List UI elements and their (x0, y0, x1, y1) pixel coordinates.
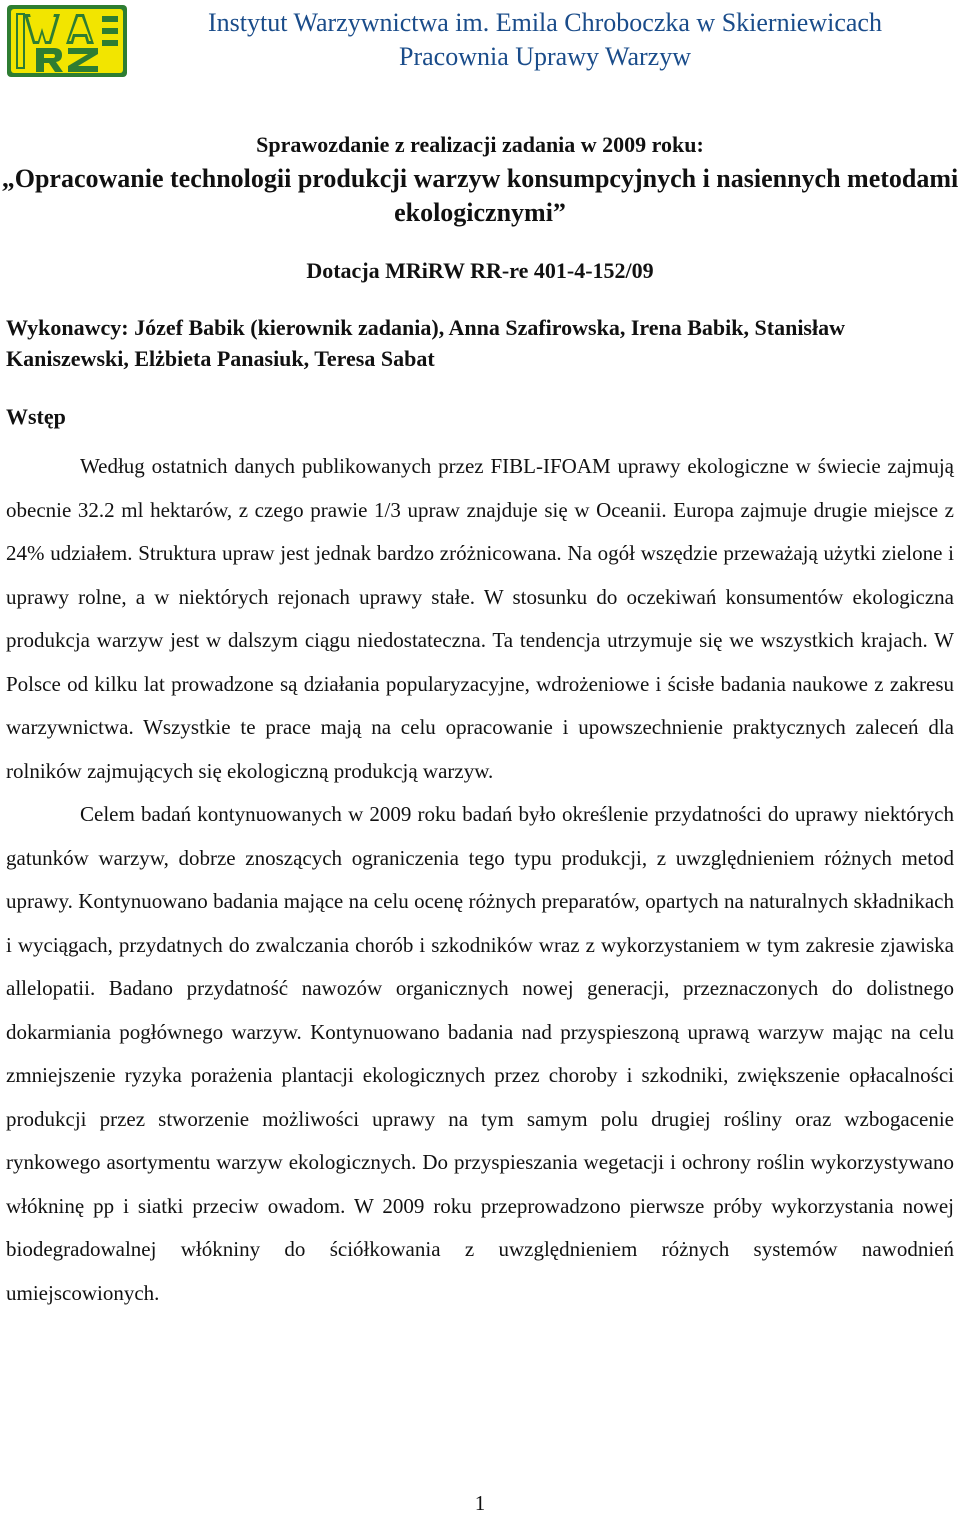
section-heading: Wstęp (6, 404, 66, 429)
institute-logo (6, 4, 128, 78)
page-number: 1 (474, 1491, 486, 1515)
paragraph: Celem badań kontynuowanych w 2009 roku badań było określenie przydatności do uprawy niektórych gatunków warzyw, dobrze znoszących ograniczenia tego typu produkcji, z uwzględnieniem różnych metod uprawy. Kontynuowano badania mające na celu ocenę różnych preparatów, opartych na naturalnych składnikach i wyciągach, przydatnych do zwalczania chorób i szkodników wraz z wykorzystaniem w tym zakresie zjawiska allelopatii. Badano przydatność nawozów organicznych nowej generacji, przeznaczonych do dolistnego dokarmiania pogłównego warzyw. Kontynuowano badania nad przyspieszoną uprawą warzyw mając na celu zmniejszenie ryzyka porażenia plantacji ekologicznych przez choroby i szkodniki, zwiększenie opłacalności produkcji przez stworzenie możliwości uprawy na tym samym polu drugiej rośliny oraz wzbogacenie rynkowego asortymentu warzyw ekologicznych. Do przyspieszania wegetacji i ochrony roślin wykorzystywano włókninę pp i siatki przeciw owadom. W 2009 roku przeprowadzono pierwsze próby wykorzystania nowej biodegradowalnej włókniny do ściółkowania z uwzględnieniem różnych systemów nawodnień umiejscowionych. (6, 802, 954, 1305)
grant-number: Dotacja MRiRW RR-re 401-4-152/09 (306, 258, 654, 283)
section-body (6, 445, 954, 1315)
paragraph: Według ostatnich danych publikowanych przez FIBL-IFOAM uprawy ekologiczne w świecie zajmują obecnie 32.2 ml hektarów, z czego prawie 1/3 upraw znajduje się w Oceanii. Europa zajmuje drugie miejsce z 24% udziałem. Struktura upraw jest jednak bardzo zróżnicowana. Na ogół wszędzie przeważają użytki zielone i uprawy rolne, a w niektórych rejonach uprawy stałe. W stosunku do oczekiwań konsumentów ekologiczna produkcja warzyw jest w dalszym ciągu niedostateczna. Ta tendencja utrzymuje się we wszystkich krajach. W Polsce od kilku lat prowadzone są działania popularyzacyjne, wdrożeniowe i ścisłe badania naukowe z zakresu warzywnictwa. Wszystkie te prace mają na celu opracowanie i upowszechnienie praktycznych zaleceń dla rolników zajmujących się ekologiczną produkcją warzyw. (6, 454, 954, 783)
report-title: „Opracowanie technologii produkcji warzyw konsumpcyjnych i nasiennych metodami ekologicznymi” (1, 164, 959, 227)
iwarz-logo-icon (6, 4, 128, 78)
report-heading (0, 128, 960, 230)
document-header (145, 6, 945, 74)
institute-name: Instytut Warzywnictwa im. Emila Chroboczka w Skierniewicach (208, 8, 882, 37)
department-name: Pracownia Uprawy Warzyw (399, 42, 691, 71)
authors-list: Wykonawcy: Józef Babik (kierownik zadania), Anna Szafirowska, Irena Babik, Stanisław Kaniszewski, Elżbieta Panasiuk, Teresa Sabat (6, 315, 845, 371)
report-intro: Sprawozdanie z realizacji zadania w 2009 roku: (256, 132, 704, 157)
